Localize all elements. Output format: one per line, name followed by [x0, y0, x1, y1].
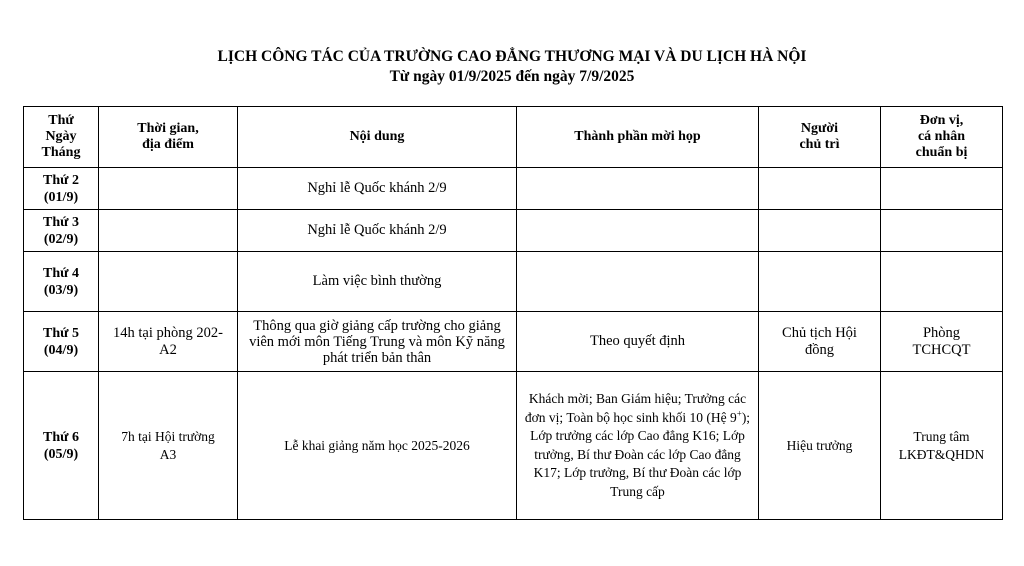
header-day-line1: Thứ [48, 113, 74, 128]
time-cell [99, 210, 238, 252]
header-content: Nội dung [238, 107, 517, 168]
content-cell: Thông qua giờ giảng cấp trường cho giảng viên mới môn Tiếng Trung và môn Kỹ năng phát triển bản thân [238, 312, 517, 372]
header-chair [759, 107, 881, 168]
table-row [24, 252, 1003, 312]
participants-text: Khách mời; Ban Giám hiệu; Trưởng các đơn vị; Toàn bộ học sinh khối 10 (Hệ 9 [524, 391, 747, 425]
content-cell: Làm việc bình thường [238, 252, 517, 312]
header-unit-line3: chuẩn bị [915, 145, 968, 160]
day-name: Thứ 4 [42, 265, 80, 281]
header-day-line3: Tháng [41, 145, 81, 160]
day-name: Thứ 2 [42, 172, 80, 188]
unit-cell: Trung tâm LKĐT&QHDN [881, 372, 1003, 520]
content-cell: Nghỉ lễ Quốc khánh 2/9 [238, 168, 517, 210]
table-header-row [24, 107, 1003, 168]
header-chair-line2: chủ trì [799, 137, 840, 152]
header-time-line2: địa điểm [142, 137, 194, 152]
day-name: Thứ 6 [42, 429, 80, 445]
content-cell: Nghỉ lễ Quốc khánh 2/9 [238, 210, 517, 252]
time-cell [99, 168, 238, 210]
header-day-line2: Ngày [45, 129, 77, 144]
unit-cell [881, 210, 1003, 252]
participants-text-cont: ); Lớp trưởng các lớp Cao đẳng K16; Lớp trưởng, Bí thư Đoàn các lớp Cao đẳng K17; Lớp trưởng, Bí thư Đoàn các lớp Trung cấp [530, 409, 751, 499]
time-cell [99, 252, 238, 312]
header-time [99, 107, 238, 168]
day-cell [24, 252, 99, 312]
day-name: Thứ 5 [42, 325, 80, 341]
chair-cell: Hiệu trưởng [759, 372, 881, 520]
header-time-line1: Thời gian, [137, 121, 199, 136]
table-row [24, 210, 1003, 252]
day-date: (05/9) [43, 446, 79, 462]
time-cell: 14h tại phòng 202-A2 [99, 312, 238, 372]
table-row [24, 168, 1003, 210]
day-date: (01/9) [43, 189, 79, 205]
day-date: (04/9) [43, 342, 79, 358]
participants-superscript: + [736, 408, 742, 418]
header-unit [881, 107, 1003, 168]
table-row [24, 372, 1003, 520]
page-subtitle: Từ ngày 01/9/2025 đến ngày 7/9/2025 [389, 68, 635, 85]
day-cell [24, 210, 99, 252]
day-name: Thứ 3 [42, 214, 80, 230]
day-cell [24, 372, 99, 520]
time-cell: 7h tại Hội trường A3 [99, 372, 238, 520]
chair-cell [759, 168, 881, 210]
participants-cell [517, 210, 759, 252]
chair-cell [759, 252, 881, 312]
header-chair-line1: Người [800, 121, 839, 136]
unit-cell [881, 252, 1003, 312]
page-title: LỊCH CÔNG TÁC CỦA TRƯỜNG CAO ĐẲNG THƯƠNG MẠI VÀ DU LỊCH HÀ NỘI [217, 48, 807, 65]
header-participants: Thành phần mời họp [517, 107, 759, 168]
chair-cell [759, 210, 881, 252]
table-row [24, 312, 1003, 372]
unit-cell [881, 168, 1003, 210]
participants-cell: Theo quyết định [517, 312, 759, 372]
day-cell [24, 168, 99, 210]
header-unit-line2: cá nhân [917, 129, 966, 144]
unit-cell: Phòng TCHCQT [881, 312, 1003, 372]
day-cell [24, 312, 99, 372]
participants-cell [517, 372, 759, 520]
header-unit-line1: Đơn vị, [919, 113, 964, 128]
chair-cell: Chủ tịch Hội đồng [759, 312, 881, 372]
participants-cell [517, 168, 759, 210]
schedule-table [23, 106, 1003, 520]
header-day [24, 107, 99, 168]
day-date: (03/9) [43, 282, 79, 298]
content-cell: Lễ khai giảng năm học 2025-2026 [238, 372, 517, 520]
day-date: (02/9) [43, 231, 79, 247]
participants-cell [517, 252, 759, 312]
